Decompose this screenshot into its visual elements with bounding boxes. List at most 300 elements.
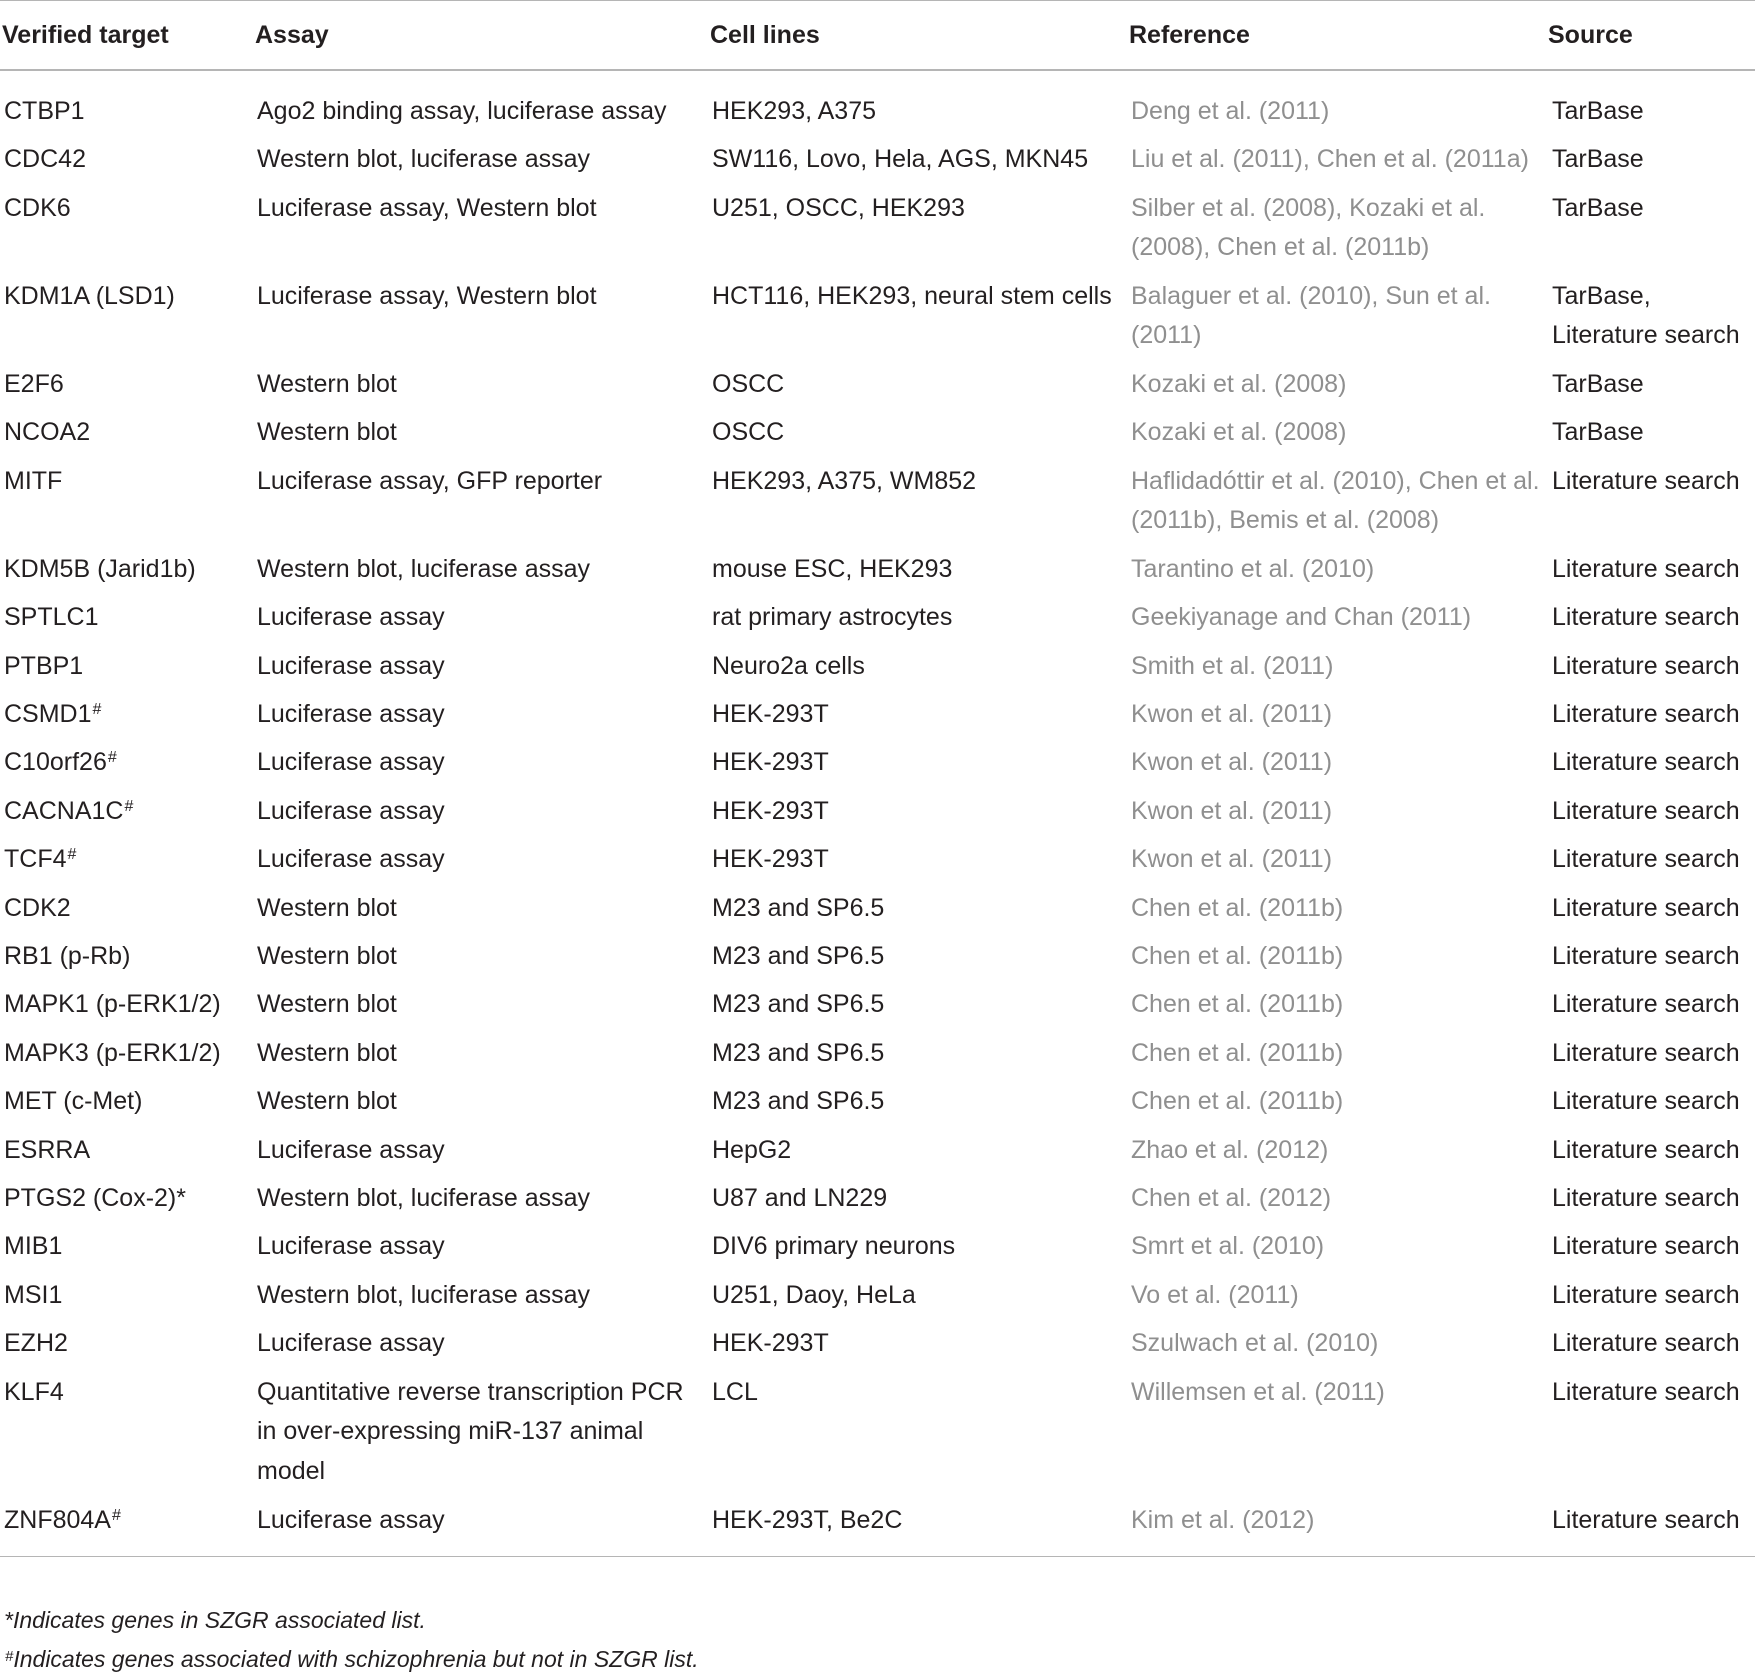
cell-target	[0, 835, 253, 883]
cell-assay-text: Western blot, luciferase assay	[257, 1184, 591, 1212]
cell-assay-text: Luciferase assay, GFP reporter	[257, 466, 603, 495]
cell-assay	[253, 835, 708, 883]
cell-source-text: TarBase	[1552, 369, 1644, 398]
cell-reference	[1127, 835, 1546, 883]
cell-target-text: RB1 (p-Rb)	[4, 941, 131, 970]
cell-assay	[253, 690, 708, 738]
cell-source	[1546, 1174, 1755, 1222]
cell-assay-text: Luciferase assay	[257, 748, 445, 777]
cell-assay	[253, 642, 708, 690]
cell-source-text: Literature search	[1552, 796, 1740, 825]
cell-target	[0, 135, 253, 184]
cell-source-text: TarBase	[1552, 145, 1644, 174]
cell-source-text: TarBase, Literature search	[1552, 281, 1740, 350]
cell-source	[1546, 690, 1755, 738]
cell-source	[1546, 1496, 1755, 1557]
table-row	[0, 1222, 1755, 1270]
cell-cell-lines	[708, 884, 1127, 932]
cell-source-text: Literature search	[1552, 1280, 1740, 1309]
footnote-star-mark: *	[4, 1607, 13, 1633]
cell-cell-lines-text: U87 and LN229	[712, 1184, 888, 1212]
cell-assay-text: Luciferase assay	[257, 1232, 445, 1261]
cell-cell-lines-text: Neuro2a cells	[712, 651, 865, 680]
cell-assay-text: Luciferase assay	[257, 699, 445, 728]
cell-target	[0, 184, 253, 272]
cell-source	[1546, 1319, 1755, 1367]
cell-assay-text: Western blot, luciferase assay	[257, 145, 591, 174]
cell-target-text: SPTLC1	[4, 603, 99, 632]
cell-reference	[1127, 1496, 1546, 1557]
cell-reference	[1127, 408, 1546, 456]
cell-assay	[253, 272, 708, 360]
cell-reference-text: Kwon et al. (2011)	[1131, 699, 1333, 728]
cell-assay-text: Western blot	[257, 941, 397, 970]
cell-reference-text: Chen et al. (2011b)	[1131, 893, 1344, 922]
cell-source	[1546, 545, 1755, 593]
cell-assay	[253, 1174, 708, 1222]
cell-source	[1546, 1271, 1755, 1319]
table-header	[0, 1, 1755, 71]
cell-target	[0, 1222, 253, 1270]
cell-cell-lines	[708, 1126, 1127, 1174]
cell-cell-lines-text: SW116, Lovo, Hela, AGS, MKN45	[712, 145, 1089, 174]
cell-target	[0, 457, 253, 545]
cell-source-text: Literature search	[1552, 845, 1740, 874]
cell-cell-lines-text: LCL	[712, 1377, 758, 1406]
cell-source	[1546, 642, 1755, 690]
cell-assay	[253, 545, 708, 593]
cell-assay-text: Western blot, luciferase assay	[257, 1280, 591, 1309]
cell-target	[0, 272, 253, 360]
cell-assay-text: Western blot, luciferase assay	[257, 554, 591, 583]
cell-reference	[1127, 690, 1546, 738]
cell-target-text: MET (c-Met)	[4, 1087, 143, 1116]
cell-target-text: CTBP1	[4, 97, 85, 125]
cell-source-text: TarBase	[1552, 97, 1644, 125]
table-row	[0, 1174, 1755, 1222]
cell-cell-lines	[708, 835, 1127, 883]
cell-assay-text: Western blot	[257, 1087, 397, 1116]
cell-source	[1546, 787, 1755, 835]
cell-source	[1546, 135, 1755, 184]
cell-reference-text: Kwon et al. (2011)	[1131, 748, 1333, 777]
cell-cell-lines	[708, 642, 1127, 690]
cell-cell-lines-text: rat primary astrocytes	[712, 603, 953, 632]
cell-cell-lines-text: DIV6 primary neurons	[712, 1232, 956, 1261]
cell-reference-text: Chen et al. (2011b)	[1131, 990, 1344, 1019]
cell-cell-lines-text: OSCC	[712, 369, 785, 398]
cell-assay-text: Luciferase assay	[257, 1329, 445, 1358]
cell-target-text: PTGS2 (Cox-2)*	[4, 1184, 186, 1212]
cell-cell-lines	[708, 360, 1127, 408]
cell-target	[0, 408, 253, 456]
cell-assay-text: Luciferase assay, Western blot	[257, 193, 597, 222]
cell-assay	[253, 1319, 708, 1367]
cell-cell-lines	[708, 980, 1127, 1028]
cell-reference-text: Haflidadóttir et al. (2010), Chen et al. (2011b), Bemis et al. (2008)	[1131, 466, 1540, 535]
schizophrenia-mark: #	[111, 1506, 121, 1524]
cell-cell-lines-text: HEK-293T	[712, 796, 829, 825]
cell-cell-lines	[708, 1029, 1127, 1077]
cell-source-text: Literature search	[1552, 1329, 1740, 1358]
cell-reference-text: Liu et al. (2011), Chen et al. (2011a)	[1131, 145, 1529, 174]
cell-reference-text: Silber et al. (2008), Kozaki et al. (2008), Chen et al. (2011b)	[1131, 193, 1486, 262]
cell-cell-lines	[708, 1174, 1127, 1222]
table-row	[0, 1077, 1755, 1125]
cell-source-text: Literature search	[1552, 651, 1740, 680]
cell-assay-text: Western blot	[257, 990, 397, 1019]
cell-assay	[253, 1368, 708, 1496]
cell-assay-text: Luciferase assay	[257, 845, 445, 874]
schizophrenia-mark: #	[124, 797, 134, 815]
cell-assay	[253, 738, 708, 786]
cell-source	[1546, 1222, 1755, 1270]
table-body	[0, 70, 1755, 1557]
cell-cell-lines	[708, 545, 1127, 593]
cell-source-text: Literature search	[1552, 554, 1740, 583]
cell-cell-lines-text: M23 and SP6.5	[712, 1038, 885, 1067]
cell-cell-lines	[708, 272, 1127, 360]
cell-reference-text: Willemsen et al. (2011)	[1131, 1377, 1385, 1406]
cell-reference-text: Chen et al. (2011b)	[1131, 941, 1344, 970]
header-row	[0, 1, 1755, 71]
cell-reference	[1127, 1029, 1546, 1077]
cell-source	[1546, 980, 1755, 1028]
table-row	[0, 545, 1755, 593]
cell-target	[0, 1029, 253, 1077]
cell-reference-text: Kwon et al. (2011)	[1131, 845, 1333, 874]
cell-reference-text: Smith et al. (2011)	[1131, 651, 1334, 680]
cell-source-text: Literature search	[1552, 1377, 1740, 1406]
footnote-star-text: Indicates genes in SZGR associated list.	[12, 1607, 426, 1633]
cell-cell-lines-text: HEK-293T	[712, 748, 829, 777]
cell-assay	[253, 360, 708, 408]
cell-reference-text: Szulwach et al. (2010)	[1131, 1329, 1379, 1358]
cell-cell-lines-text: HEK-293T	[712, 699, 829, 728]
cell-assay	[253, 184, 708, 272]
cell-assay	[253, 457, 708, 545]
cell-cell-lines	[708, 1368, 1127, 1496]
cell-target-text: CSMD1	[4, 699, 92, 728]
cell-cell-lines	[708, 135, 1127, 184]
cell-source-text: Literature search	[1552, 1135, 1740, 1164]
cell-target	[0, 360, 253, 408]
cell-reference-text: Balaguer et al. (2010), Sun et al. (2011)	[1131, 281, 1491, 350]
table-row	[0, 593, 1755, 641]
table-row	[0, 70, 1755, 135]
cell-reference	[1127, 360, 1546, 408]
table-row	[0, 1126, 1755, 1174]
cell-source	[1546, 70, 1755, 135]
cell-source	[1546, 272, 1755, 360]
cell-assay	[253, 1077, 708, 1125]
cell-assay	[253, 980, 708, 1028]
cell-assay	[253, 408, 708, 456]
cell-target	[0, 1496, 253, 1557]
footnote-hash-text: Indicates genes associated with schizophrenia but not in SZGR list.	[13, 1646, 699, 1672]
cell-target	[0, 932, 253, 980]
cell-reference	[1127, 1077, 1546, 1125]
cell-target-text: NCOA2	[4, 418, 91, 447]
table-row	[0, 1319, 1755, 1367]
cell-cell-lines	[708, 184, 1127, 272]
cell-reference-text: Chen et al. (2011b)	[1131, 1087, 1344, 1116]
cell-target	[0, 884, 253, 932]
cell-reference	[1127, 642, 1546, 690]
cell-source	[1546, 360, 1755, 408]
cell-reference	[1127, 787, 1546, 835]
cell-target	[0, 70, 253, 135]
cell-target-text: E2F6	[4, 369, 64, 398]
cell-assay	[253, 70, 708, 135]
cell-cell-lines-text: M23 and SP6.5	[712, 893, 885, 922]
cell-target	[0, 1126, 253, 1174]
cell-assay	[253, 1126, 708, 1174]
cell-source	[1546, 1029, 1755, 1077]
cell-target-text: MAPK3 (p-ERK1/2)	[4, 1038, 221, 1067]
cell-target-text: CDC42	[4, 145, 86, 174]
cell-cell-lines-text: HepG2	[712, 1135, 792, 1164]
cell-reference	[1127, 884, 1546, 932]
cell-target-text: ESRRA	[4, 1135, 91, 1164]
cell-source	[1546, 593, 1755, 641]
cell-assay-text: Western blot	[257, 369, 397, 398]
cell-target-text: MITF	[4, 466, 63, 495]
cell-target-text: MAPK1 (p-ERK1/2)	[4, 990, 221, 1019]
footnote-hash	[4, 1640, 699, 1679]
cell-reference	[1127, 135, 1546, 184]
cell-target	[0, 738, 253, 786]
cell-reference-text: Chen et al. (2011b)	[1131, 1038, 1344, 1067]
cell-reference-text: Kozaki et al. (2008)	[1131, 418, 1347, 447]
cell-target	[0, 1174, 253, 1222]
cell-reference	[1127, 545, 1546, 593]
cell-assay-text: Luciferase assay, Western blot	[257, 281, 597, 310]
cell-assay-text: Western blot	[257, 418, 397, 447]
cell-reference-text: Geekiyanage and Chan (2011)	[1131, 603, 1472, 632]
cell-target	[0, 1319, 253, 1367]
cell-assay-text: Ago2 binding assay, luciferase assay	[257, 97, 667, 125]
cell-reference	[1127, 738, 1546, 786]
table-row	[0, 1368, 1755, 1496]
cell-cell-lines	[708, 1077, 1127, 1125]
cell-cell-lines-text: HEK293, A375	[712, 97, 877, 125]
cell-cell-lines-text: HCT116, HEK293, neural stem cells	[712, 281, 1112, 310]
cell-assay-text: Western blot	[257, 1038, 397, 1067]
cell-cell-lines-text: HEK-293T	[712, 1329, 829, 1358]
cell-cell-lines	[708, 408, 1127, 456]
cell-reference-text: Vo et al. (2011)	[1131, 1280, 1299, 1309]
cell-target	[0, 1077, 253, 1125]
header-cell-lines: Cell lines	[708, 1, 1127, 71]
table-row	[0, 1271, 1755, 1319]
cell-target-text: CDK6	[4, 193, 71, 222]
cell-source-text: Literature search	[1552, 1505, 1740, 1534]
cell-target-text: MIB1	[4, 1232, 63, 1261]
cell-cell-lines	[708, 1271, 1127, 1319]
cell-assay-text: Western blot	[257, 893, 397, 922]
cell-source	[1546, 1077, 1755, 1125]
cell-source	[1546, 1368, 1755, 1496]
cell-cell-lines	[708, 690, 1127, 738]
header-assay: Assay	[253, 1, 708, 71]
table-row	[0, 1029, 1755, 1077]
cell-reference	[1127, 184, 1546, 272]
table-row	[0, 787, 1755, 835]
cell-assay-text: Luciferase assay	[257, 651, 445, 680]
cell-target	[0, 787, 253, 835]
cell-assay	[253, 884, 708, 932]
cell-source-text: Literature search	[1552, 1087, 1740, 1116]
cell-assay	[253, 1029, 708, 1077]
cell-cell-lines	[708, 1222, 1127, 1270]
cell-reference	[1127, 272, 1546, 360]
table-row	[0, 457, 1755, 545]
cell-reference	[1127, 1368, 1546, 1496]
footnote-hash-mark: #	[5, 1648, 14, 1665]
cell-reference	[1127, 1126, 1546, 1174]
cell-target-text: C10orf26	[4, 748, 107, 777]
header-reference: Reference	[1127, 1, 1546, 71]
cell-source-text: Literature search	[1552, 893, 1740, 922]
cell-cell-lines	[708, 1319, 1127, 1367]
cell-reference	[1127, 457, 1546, 545]
cell-source	[1546, 738, 1755, 786]
cell-assay-text: Luciferase assay	[257, 603, 445, 632]
cell-assay	[253, 593, 708, 641]
table-row	[0, 272, 1755, 360]
cell-source-text: Literature search	[1552, 990, 1740, 1019]
table-row	[0, 980, 1755, 1028]
cell-target	[0, 980, 253, 1028]
cell-cell-lines-text: OSCC	[712, 418, 785, 447]
cell-source-text: Literature search	[1552, 1232, 1740, 1261]
cell-assay	[253, 135, 708, 184]
cell-reference	[1127, 593, 1546, 641]
table-row	[0, 360, 1755, 408]
cell-cell-lines	[708, 70, 1127, 135]
cell-target-text: KDM5B (Jarid1b)	[4, 554, 196, 583]
table-row	[0, 1496, 1755, 1557]
cell-source-text: Literature search	[1552, 699, 1740, 728]
cell-source-text: Literature search	[1552, 1184, 1740, 1212]
cell-assay	[253, 932, 708, 980]
cell-source-text: Literature search	[1552, 466, 1740, 495]
cell-target-text: KDM1A (LSD1)	[4, 281, 175, 310]
cell-reference-text: Tarantino et al. (2010)	[1131, 554, 1375, 583]
cell-assay-text: Quantitative reverse transcription PCR in over-expressing miR-137 animal model	[257, 1377, 684, 1486]
cell-source	[1546, 932, 1755, 980]
table-row	[0, 690, 1755, 738]
schizophrenia-mark: #	[107, 749, 117, 767]
cell-reference-text: Kwon et al. (2011)	[1131, 796, 1333, 825]
table-row	[0, 884, 1755, 932]
cell-target-text: MSI1	[4, 1280, 63, 1309]
table-row	[0, 408, 1755, 456]
cell-cell-lines-text: mouse ESC, HEK293	[712, 554, 953, 583]
cell-reference	[1127, 1271, 1546, 1319]
cell-cell-lines	[708, 787, 1127, 835]
cell-source	[1546, 408, 1755, 456]
cell-target-text: TCF4	[4, 845, 67, 874]
cell-assay-text: Luciferase assay	[257, 796, 445, 825]
cell-source-text: Literature search	[1552, 748, 1740, 777]
cell-target-text: ZNF804A	[4, 1505, 111, 1534]
cell-reference-text: Kozaki et al. (2008)	[1131, 369, 1347, 398]
cell-cell-lines	[708, 932, 1127, 980]
cell-reference	[1127, 1222, 1546, 1270]
table-row	[0, 135, 1755, 184]
cell-reference	[1127, 1174, 1546, 1222]
cell-cell-lines-text: M23 and SP6.5	[712, 990, 885, 1019]
cell-reference	[1127, 932, 1546, 980]
cell-source	[1546, 835, 1755, 883]
cell-target	[0, 1271, 253, 1319]
cell-target	[0, 545, 253, 593]
cell-reference	[1127, 1319, 1546, 1367]
header-verified-target: Verified target	[0, 1, 253, 71]
cell-source-text: TarBase	[1552, 193, 1644, 222]
cell-target-text: CACNA1C	[4, 796, 124, 825]
cell-cell-lines	[708, 593, 1127, 641]
cell-source	[1546, 184, 1755, 272]
cell-source	[1546, 1126, 1755, 1174]
cell-assay-text: Luciferase assay	[257, 1135, 445, 1164]
cell-reference-text: Chen et al. (2012)	[1131, 1184, 1332, 1212]
cell-cell-lines-text: HEK-293T, Be2C	[712, 1505, 903, 1534]
table-row	[0, 932, 1755, 980]
cell-reference-text: Deng et al. (2011)	[1131, 97, 1330, 125]
cell-reference-text: Zhao et al. (2012)	[1131, 1135, 1329, 1164]
cell-assay	[253, 1222, 708, 1270]
table-row	[0, 835, 1755, 883]
cell-cell-lines	[708, 1496, 1127, 1557]
cell-assay-text: Luciferase assay	[257, 1505, 445, 1534]
cell-assay	[253, 1271, 708, 1319]
cell-assay	[253, 1496, 708, 1557]
cell-cell-lines-text: HEK-293T	[712, 845, 829, 874]
table-row	[0, 642, 1755, 690]
cell-reference-text: Smrt et al. (2010)	[1131, 1232, 1325, 1261]
table-row	[0, 738, 1755, 786]
footnote-star	[4, 1601, 699, 1640]
schizophrenia-mark: #	[92, 700, 102, 718]
table-row	[0, 184, 1755, 272]
cell-source-text: Literature search	[1552, 603, 1740, 632]
cell-cell-lines-text: M23 and SP6.5	[712, 941, 885, 970]
cell-target-text: KLF4	[4, 1377, 64, 1406]
cell-target	[0, 1368, 253, 1496]
cell-target	[0, 690, 253, 738]
cell-source-text: Literature search	[1552, 941, 1740, 970]
cell-cell-lines	[708, 457, 1127, 545]
cell-cell-lines-text: U251, OSCC, HEK293	[712, 193, 965, 222]
cell-cell-lines	[708, 738, 1127, 786]
cell-reference	[1127, 980, 1546, 1028]
cell-source	[1546, 457, 1755, 545]
cell-reference-text: Kim et al. (2012)	[1131, 1505, 1315, 1534]
cell-reference	[1127, 70, 1546, 135]
cell-target	[0, 593, 253, 641]
cell-source-text: Literature search	[1552, 1038, 1740, 1067]
cell-source	[1546, 884, 1755, 932]
table-footnotes	[4, 1601, 699, 1679]
cell-source-text: TarBase	[1552, 418, 1644, 447]
cell-target	[0, 642, 253, 690]
cell-target-text: EZH2	[4, 1329, 68, 1358]
cell-cell-lines-text: M23 and SP6.5	[712, 1087, 885, 1116]
cell-assay	[253, 787, 708, 835]
